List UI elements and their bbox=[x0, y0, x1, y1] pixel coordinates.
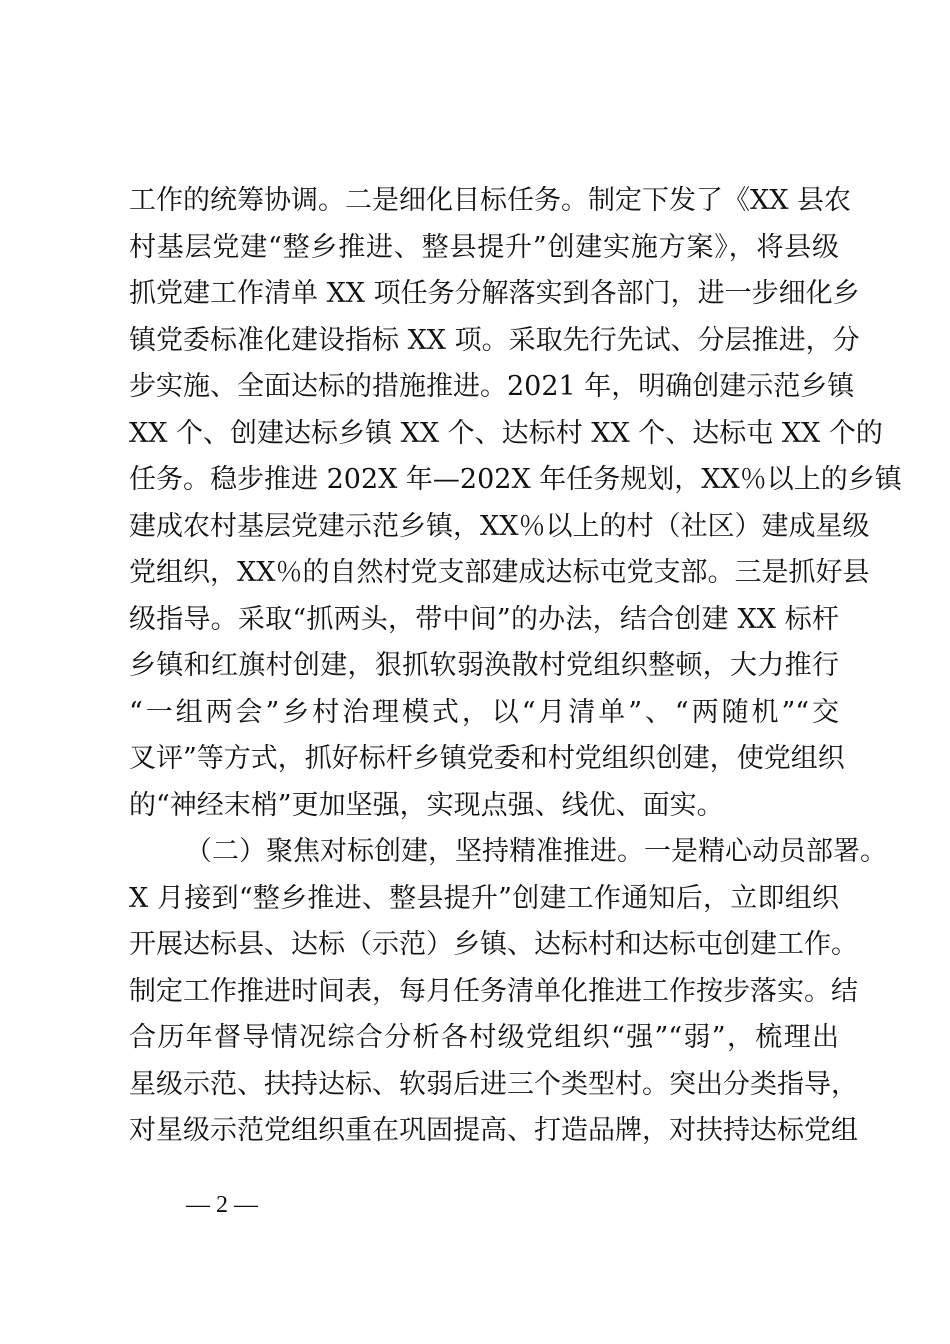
page-number: — 2 — bbox=[186, 1192, 258, 1218]
body-text-line: 开展达标县、达标（示范）乡镇、达标村和达标屯创建工作。 bbox=[129, 929, 858, 960]
body-text-line: “一组两会”乡村治理模式，以“月清单”、“两随机”“交 bbox=[129, 697, 839, 728]
section-heading-line: （二）聚焦对标创建，坚持精准推进。一是精心动员部署。 bbox=[185, 836, 887, 867]
body-text-line: 村基层党建“整乡推进、整县提升”创建实施方案》，将县级 bbox=[129, 232, 839, 263]
body-text-line: 星级示范、扶持达标、软弱后进三个类型村。突出分类指导， bbox=[129, 1069, 858, 1100]
body-text-line: 对星级示范党组织重在巩固提高、打造品牌，对扶持达标党组 bbox=[129, 1115, 858, 1146]
body-text-line: 抓党建工作清单 XX 项任务分解落实到各部门，进一步细化乡 bbox=[129, 278, 860, 309]
body-text-line: 合历年督导情况综合分析各村级党组织“强”“弱”，梳理出 bbox=[129, 1022, 839, 1053]
body-text-line: 步实施、全面达标的措施推进。2021 年，明确创建示范乡镇 bbox=[129, 371, 855, 402]
body-text-line: 叉评”等方式，抓好标杆乡镇党委和村党组织创建，使党组织 bbox=[129, 743, 845, 774]
body-text-line: 镇党委标准化建设指标 XX 项。采取先行先试、分层推进，分 bbox=[129, 325, 860, 356]
body-text-line: 任务。稳步推进 202X 年—202X 年任务规划，XX％以上的乡镇 bbox=[129, 464, 902, 495]
body-text-line: XX 个、创建达标乡镇 XX 个、达标村 XX 个、达标屯 XX 个的 bbox=[129, 418, 883, 449]
body-text-line: X 月接到“整乡推进、整县提升”创建工作通知后，立即组织 bbox=[129, 883, 839, 914]
body-text-line: 建成农村基层党建示范乡镇，XX％以上的村（社区）建成星级 bbox=[129, 511, 870, 542]
body-text-line: 级指导。采取“抓两头，带中间”的办法，结合创建 XX 标杆 bbox=[129, 604, 839, 635]
body-text-line: 党组织，XX％的自然村党支部建成达标屯党支部。三是抓好县 bbox=[129, 557, 870, 588]
body-text-line: 的“神经末梢”更加坚强，实现点强、线优、面实。 bbox=[129, 790, 724, 821]
body-text-line: 乡镇和红旗村创建，狠抓软弱涣散村党组织整顿，大力推行 bbox=[129, 650, 839, 681]
body-text-line: 制定工作推进时间表，每月任务清单化推进工作按步落实。结 bbox=[129, 976, 858, 1007]
body-text-line: 工作的统筹协调。二是细化目标任务。制定下发了《XX 县农 bbox=[129, 185, 852, 216]
